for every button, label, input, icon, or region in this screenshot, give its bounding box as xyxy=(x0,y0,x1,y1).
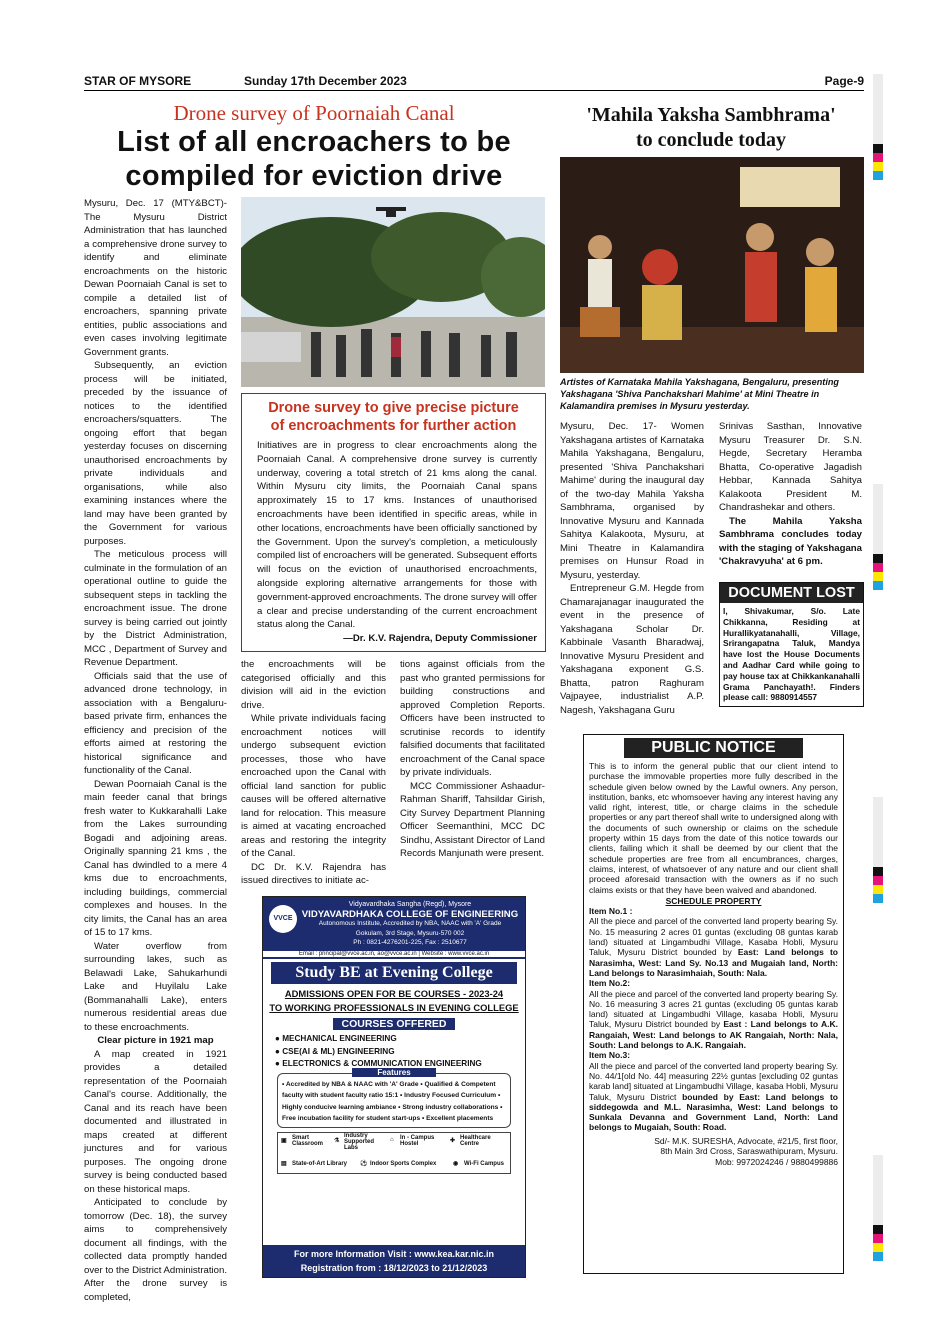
yaksha-col1 xyxy=(560,420,704,717)
photo-caption: Artistes of Karnataka Mahila Yakshagana, Bengaluru, presenting Yakshagana 'Shiva Panchakshari Mahime' at Mini Theatre in Kalamandira premises in Mysuru yesterday. xyxy=(560,377,839,412)
ad-footer xyxy=(263,1245,525,1277)
quote-title-line-2: of encroachments for further action xyxy=(270,418,517,434)
public-notice-title: PUBLIC NOTICE xyxy=(624,738,803,758)
facility-item: In - Campus Hostel xyxy=(400,1134,435,1147)
yaksha-headline-line-1: 'Mahila Yaksha Sambhrama' xyxy=(586,104,836,126)
document-lost-phone: 9880914557 xyxy=(770,692,818,703)
courses-list xyxy=(275,1033,513,1071)
registration-line: Registration from : 18/12/2023 to 21/12/2023 xyxy=(300,1263,488,1273)
courses-title: COURSES OFFERED xyxy=(333,1018,455,1030)
sports-icon: ⚽ xyxy=(360,1160,368,1167)
facility-item: Industry Supported Labs xyxy=(344,1132,374,1151)
paragraph: While private individuals facing encroachment notices will undergo subsequent eviction processes, those who have encroached upon the Canal with official land sanction for public causes will be offered alternative land for relocation. This measure is aimed at vacating encroached areas and restoring the integrity of the Canal. xyxy=(241,713,386,859)
admissions-text xyxy=(263,987,525,1015)
features-box xyxy=(277,1067,511,1128)
feature-item: Highly conducive learning ambiance xyxy=(282,1103,397,1111)
facility-item: Wi-Fi Campus xyxy=(464,1160,504,1167)
masthead-rule xyxy=(84,90,864,91)
facility-item: Smart Classroom xyxy=(292,1134,324,1147)
paragraph: Srinivas Sasthan, Innovative Mysuru Treasurer Dr. S.N. Hegde, Secretary Heramba Bhatta, Co-operative Jagadish Hebbar, Kannada Sahitya Kalakoota President M. Chandrashekar and others. xyxy=(719,421,862,513)
color-registration-bar-4 xyxy=(873,1155,883,1261)
item-2 xyxy=(589,989,838,1051)
wifi-icon: ◉ xyxy=(453,1160,459,1167)
document-lost-ad xyxy=(719,582,864,707)
main-story-col1 xyxy=(84,197,227,1304)
signature-line: 8th Main 3rd Cross, Saraswathipuram, Mysuru. xyxy=(660,1146,838,1157)
healthcare-icon: ✚ xyxy=(450,1137,456,1144)
ad-header xyxy=(263,897,525,959)
quote-box xyxy=(241,393,546,652)
paragraph: tions against officials from the past who granted permissions for building constructions and approved Completion Reports. Officers have been instructed to scrutinise records to identify falsified documents that facilitated encroachment of the Canal space by private individuals. xyxy=(400,659,545,778)
ad-banner: Study BE at Evening College xyxy=(271,962,517,984)
yakshagana-photo-image xyxy=(560,157,864,373)
facility-item: State-of-Art Library xyxy=(292,1160,348,1167)
item-label: Item No.2: xyxy=(589,978,631,989)
yaksha-headline-line-2: to conclude today xyxy=(636,129,786,151)
features-title: Features xyxy=(352,1068,436,1077)
course-item: ● MECHANICAL ENGINEERING xyxy=(275,1034,397,1043)
feature-item: Excellent placements xyxy=(426,1115,494,1123)
yakshagana-photo xyxy=(560,157,864,373)
facilities-box xyxy=(277,1132,511,1174)
signature-line: Sd/- M.K. SURESHA, Advocate, #21/5, first floor, xyxy=(654,1135,838,1146)
page-number: Page-9 xyxy=(824,74,864,88)
feature-item: Free incubation facility for student start-ups xyxy=(282,1115,421,1123)
college-address: Gokulam, 3rd Stage, Mysuru-570 002 xyxy=(355,929,465,937)
subhead: Clear picture in 1921 map xyxy=(97,1035,214,1046)
paragraph: Mysuru, Dec. 17 (MTY&BCT)- The Mysuru District Administration that has launched a comprehensive drone survey to identify and eliminate encroachments on the historic Dewan Poornaiah Canal is set to compile a detailed list of encroachers, spanning private entities, public associations and even cases involving legitimate Government grants. xyxy=(84,198,227,358)
item-1 xyxy=(589,916,838,978)
course-item: ● ELECTRONICS & COMMUNICATION ENGINEERING xyxy=(275,1059,482,1068)
headline-line-1: List of all encroachers to be xyxy=(117,126,511,158)
paper-name: STAR OF MYSORE xyxy=(84,74,192,88)
notice-intro: This is to inform the general public that our client intend to purchase the immovable properties more fully described in the schedule given below owned by the Lawful owners. Any person, institution, banks, etc whomsoever having any interest having any valid right, interest, title, or charge claims in the schedule properties or any part thereof shall write to undersigned along with the documents of such ownership or claims on the schedule property within 15 days from the date of this notice towards our clients, failing which it shall be deemed by our client that the schedule properties are free from all encumbrances, charges, claims, interest, of whatsoever of any nature and our client shall proceed aforesaid transaction with the owners as if no such claims exists or that they have been waived and abandoned. xyxy=(589,761,839,895)
paragraph: Water overflow from surrounding lakes, such as Belawadi Lake, Sahukarhundi Lake and Huyilalu Lake (Bommanahalli Lake), enters numerous residential areas due to these encroachments. xyxy=(84,940,227,1033)
paragraph: Dewan Poornaiah Canal is the main feeder canal that brings fresh water to Kukkarahalli Lake from the Lakes surrounding Bogadi and adjoining areas. Originally spanning 21 kms , the Canal has dwindled to a mere 4 kms due to encroachments, including buildings, commercial complexes and houses. In the city limits, the Canal has an area of 15 to 17 kms. xyxy=(84,778,227,938)
classroom-icon: ▣ xyxy=(281,1137,287,1144)
signature-line: Mob: 9972024246 / 9880499886 xyxy=(715,1156,838,1167)
paragraph: Anticipated to conclude by tomorrow (Dec. 18), the survey aims to comprehensively document all findings, with the collected data promptly handed over to the District Administration. After the drone survey is completed, xyxy=(84,1197,227,1303)
color-registration-bar-2 xyxy=(873,484,883,590)
paragraph: A map created in 1921 provides a detailed representation of the Poornaiah Canal's course. Additionally, the Canal and its reach have been documented and illustrated in maps created at different junctures and for various purposes. The ongoing drone survey is being conducted based on these historical maps. xyxy=(84,1048,227,1195)
features-text: • Accredited by NBA & NAAC with 'A' Grade • Qualified & Competent faculty with student faculty ratio 15:1 • Industry Focused Curriculum • Highly conducive learning ambiance • Strong industry collaborations • Free incubation facility for student start-ups • Excellent placements xyxy=(282,1080,503,1123)
admissions-line-2: TO WORKING PROFESSIONALS IN EVENING COLLEGE xyxy=(269,1002,519,1013)
paragraph: Entrepreneur G.M. Hegde from Chamarajanagar inaugurated the event in the presence of Yakshagana Scholar Dr. Kabbinale Vasanth Bharadwaj, Innovative Mysuru President and Yakshagana exponent G.S. Bhatta, patron Raghuram Vajpayee, industrialist A.P. Nagesh, Yakshagana Guru xyxy=(560,583,704,716)
kicker: Drone survey of Poornaiah Canal xyxy=(173,101,455,125)
public-notice xyxy=(583,734,844,1274)
paragraph: The Mahila Yaksha Sambhrama concludes today with the staging of Yakshagana 'Chakravyuha' at 6 pm. xyxy=(719,515,862,567)
sangha-name: Vidyavardhaka Sangha (Regd), Mysore xyxy=(348,901,472,908)
vvce-advertisement xyxy=(262,896,526,1278)
masthead xyxy=(84,74,864,90)
edition-date: Sunday 17th December 2023 xyxy=(244,74,407,88)
course-name: CSE(AI & ML) ENGINEERING xyxy=(282,1046,395,1056)
course-name: ELECTRONICS & COMMUNICATION ENGINEERING xyxy=(282,1059,482,1068)
feature-item: Strong industry collaborations xyxy=(402,1103,499,1111)
main-story-col2 xyxy=(241,658,386,888)
paragraph: The meticulous process will culminate in the formulation of an operational outline to guide the subsequent steps in tackling the encroachment issue. The drone survey is being carried out jointly by the District Administration, MCC , Department of Survey and Revenue Department. xyxy=(84,549,227,668)
drone-survey-photo xyxy=(241,197,545,387)
quote-box-title xyxy=(242,399,545,435)
yaksha-col2 xyxy=(719,420,862,569)
lab-icon: ⚗ xyxy=(334,1137,340,1144)
college-name: VIDYAVARDHAKA COLLEGE OF ENGINEERING xyxy=(301,908,519,920)
document-lost-body xyxy=(720,603,863,706)
college-email: Email : principal@vvce.ac.in, ao@vvce.ac.in | Website : www.vvce.ac.in xyxy=(263,951,525,957)
main-headline xyxy=(84,125,544,193)
quote-title-line-1: Drone survey to give precise picture xyxy=(268,400,519,416)
quote-byline: —Dr. K.V. Rajendra, Deputy Commissioner xyxy=(343,633,537,645)
hostel-icon: ⌂ xyxy=(390,1136,394,1143)
info-line: For more Information Visit : www.kea.kar.nic.in xyxy=(293,1249,495,1259)
paragraph: Officials said that the use of advanced drone technology, in association with a Bengaluru-based private firm, enhances the efficiency and precision of the efforts aimed at restoring the historical significance and functionality of the Canal. xyxy=(84,670,227,776)
item-3 xyxy=(589,1061,838,1133)
facility-item: Indoor Sports Complex xyxy=(370,1160,437,1167)
item-boundaries: bounded by East: Land belongs to siddegowda and M.L. Narasimha, West: Land belongs to Sunkala Devanna and Government Land, North: Land belongs to Mugaiah, South: Road. xyxy=(589,1091,838,1133)
item-boundaries: East : Land belongs to A.K. Rangaiah, West: Land belongs to AK Rangaiah, North: Nala, South: Land belongs to A.K. Rangaiah. xyxy=(589,1019,838,1051)
item-text: All the piece and parcel of the converted land property bearing Sy. No. 16 measuring 3 acres 21 guntas (excluding 05 guntas karab land) situated at Lingambudhi Village, kasaba Hobli, Mysuru Taluk, Mysuru District bounded by xyxy=(589,988,838,1030)
facility-item: Healthcare Centre xyxy=(460,1134,491,1147)
paragraph: DC Dr. K.V. Rajendra has issued directives to initiate ac- xyxy=(241,861,386,886)
college-phone: Ph : 0821-4276201-225, Fax : 2510677 xyxy=(353,939,467,946)
item-label: Item No.1 : xyxy=(589,906,633,917)
ad-header-text xyxy=(299,900,521,948)
quote-text: Initiatives are in progress to clear encroachments along the Poornaiah Canal. A comprehensive drone survey is currently underway, covering a total stretch of 21 kms along the canal. Within Mysuru city limits, the Poornaiah Canal spans approximately 15 to 17 kms. Instances of unauthorised encroachments have been identified in specific areas, while in other locations, encroachments have been officially sanctioned by the Government. Upon the survey's completion, a meticulously compiled list of encroachers will be generated. Subsequent efforts will focus on the eviction of unauthorised encroachments, alongside exploring alternative arrangements for those with government-approved encroachments. The drone survey will offer a clear and precise understanding of the current encroachment status along the Canal. xyxy=(257,440,537,631)
color-registration-bar-3 xyxy=(873,797,883,903)
item-text: All the piece and parcel of the converted land property bearing Sy. No. 15 measuring 2 acres 01 guntas (excluding 08 guntas karab land) situated at Lingambudhi Village, Kasaba Hobli, Mysuru Taluk, Mysuru District bounded by xyxy=(589,916,838,958)
yaksha-headline xyxy=(560,103,862,153)
headline-line-2: compiled for eviction drive xyxy=(125,160,503,192)
quote-body xyxy=(257,439,537,645)
document-lost-text: I, Shivakumar, S/o. Late Chikkanna, Residing at Hurallikyatanahalli, Village, Srirangapatna Taluk, Mandya have lost the House Documents and Aadhar Card while going to pay house tax at Chikkankanahalli Grama Panchayath!. Finders please call: xyxy=(723,606,860,703)
admissions-line-1: ADMISSIONS OPEN FOR BE COURSES - 2023-24 xyxy=(284,988,504,999)
paragraph: Subsequently, an eviction process will be initiated, preceded by the issuance of notices to the identified encroachers/squatters. The ongoing effort that began yesterday focuses on discerning unauthorised encroachments by private individuals and organisations, while also examining instances where the land may have been granted by the Government for various purposes. xyxy=(84,360,227,547)
drone-photo-image xyxy=(241,197,545,387)
course-item: ● CSE(AI & ML) ENGINEERING xyxy=(275,1046,395,1056)
paragraph: the encroachments will be categorised officially and this division will aid in the eviction drive. xyxy=(241,659,386,711)
schedule-title: SCHEDULE PROPERTY xyxy=(665,895,762,906)
library-icon: ▤ xyxy=(281,1160,287,1167)
paragraph: Mysuru, Dec. 17- Women Yakshagana artistes of Karnataka Mahila Yakshagana, Bengaluru, presented 'Shiva Panchakshari Mahime' during the inaugural day of the two-day Mahila Yaksha Sambhrama, organised by Innovative Mysuru and Kannada Sahitya Kalakoota, Mysuru, at Mini Theatre in Kalamandira premises on Hunsur Road in Mysuru, yesterday. xyxy=(560,421,704,581)
item-label: Item No.3: xyxy=(589,1050,631,1061)
feature-item: Accredited by NBA & NAAC with 'A' Grade xyxy=(285,1080,419,1088)
item-boundaries: East: Land belongs to Narasimha, West: Land Sy. No.13 and Mugaiah land, North: Land belongs to Narasimhaiah, South: Nala. xyxy=(589,947,838,978)
color-registration-bar-1 xyxy=(873,74,883,180)
document-lost-title: DOCUMENT LOST xyxy=(720,583,863,603)
paragraph: MCC Commissioner Ashaadur-Rahman Shariff, Tahsildar Girish, City Survey Department Planning Officer Seemanthini, MCC DC Sindhu, Assistant Director of Land Records Manjunath were present. xyxy=(400,780,545,859)
public-notice-body xyxy=(584,761,843,1167)
course-name: MECHANICAL ENGINEERING xyxy=(282,1034,397,1043)
item-text: All the piece and parcel of the converted land property bearing Sy. No. 44/1[old No. 44] measuring 22½ guntas [excluding 02 guntas karab land] situated at Lingambudhi Village, kasaba Hobli, Mysuru Taluk, Mysuru District xyxy=(589,1060,838,1102)
accreditation: Autonomous Institute, Accredited by NBA, NAAC with 'A' Grade xyxy=(318,920,502,927)
feature-item: Qualified & Competent faculty with student faculty ratio 15:1 xyxy=(282,1080,496,1100)
vvce-logo: VVCE xyxy=(269,905,297,933)
notice-signature xyxy=(589,1136,838,1168)
main-story-col3 xyxy=(400,658,545,861)
feature-item: Industry Focused Curriculum xyxy=(404,1092,497,1100)
